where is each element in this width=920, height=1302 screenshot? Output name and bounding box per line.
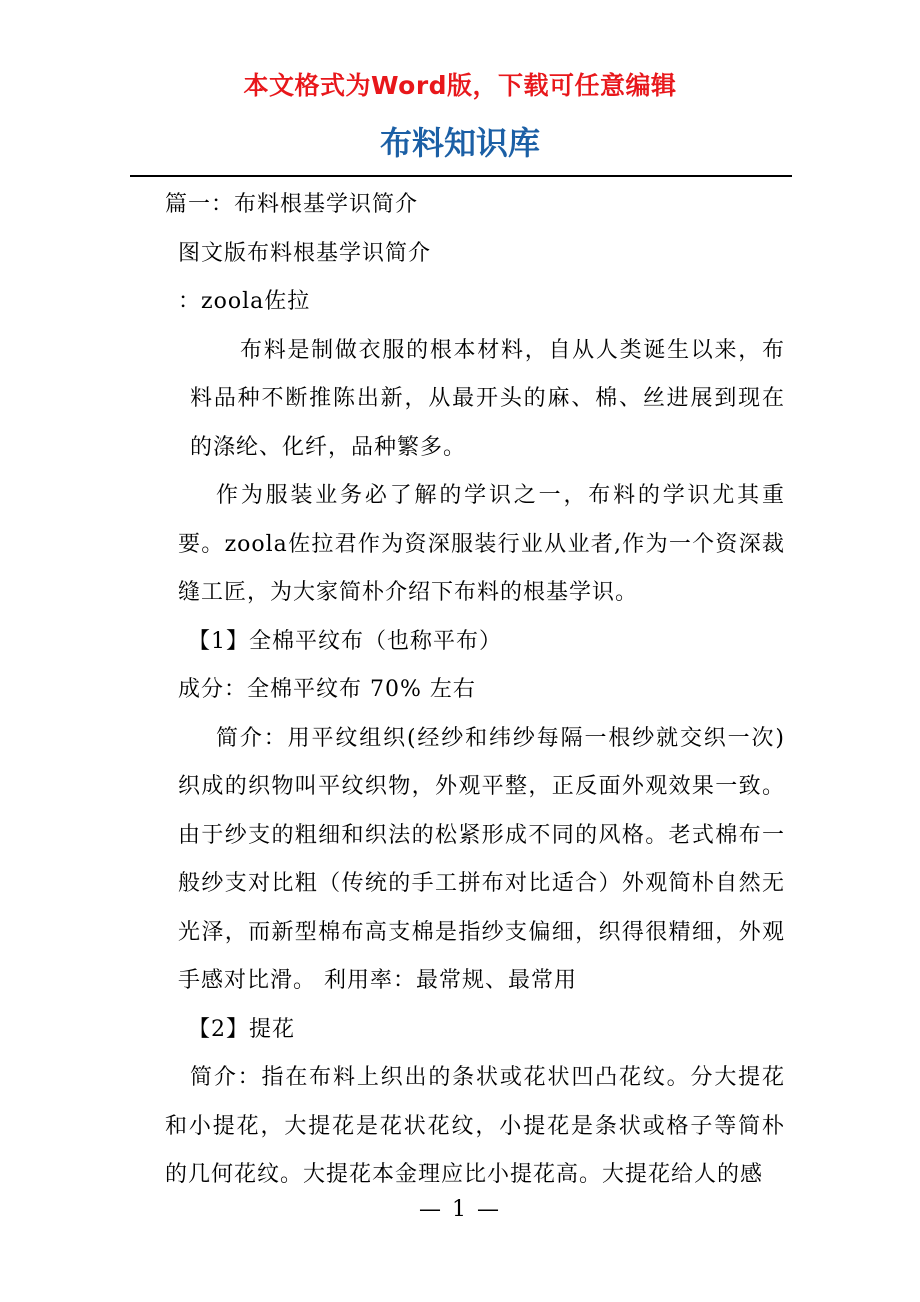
- page-number: — 1 —: [419, 1197, 501, 1222]
- paragraph-importance: 作为服装业务必了解的学识之一，布料的学识尤其重要。zoola佐拉君作为资深服装行业从业者,作为一个资深裁缝工匠，为大家简朴介绍下布料的根基学识。: [178, 483, 785, 605]
- document-title: 布料知识库: [379, 124, 540, 162]
- paragraph-intro: 布料是制做衣服的根本材料，自从人类诞生以来，布料品种不断推陈出新，从最开头的麻、棉、丝进展到现在的涤纶、化纤，品种繁多。: [190, 337, 785, 460]
- section-heading: 篇一：布料根基学识简介: [165, 192, 419, 217]
- format-notice-banner: 本文格式为Word版，下载可任意编辑: [243, 71, 677, 100]
- fabric-description-1: 简介：用平纹组织(经纱和纬纱每隔一根纱就交织一次)织成的织物叫平纹织物，外观平整，正反面外观效果一致。由于纱支的粗细和织法的松紧形成不同的风格。老式棉布一般纱支对比粗（传统的手工拼布对比适合）外观简朴自然无光泽，而新型棉布高支棉是指纱支偏细，织得很精细，外观手感对比滑。 利用率：最常规、最常用: [178, 725, 785, 993]
- author-line: ：zoola佐拉: [178, 289, 311, 314]
- fabric-composition-1: 成分：全棉平纹布 70% 左右: [178, 677, 476, 702]
- fabric-heading-1: 【1】全棉平纹布（也称平布）: [188, 628, 502, 654]
- subtitle: 图文版布料根基学识简介: [178, 240, 432, 266]
- fabric-heading-2: 【2】提花: [188, 1016, 295, 1042]
- fabric-description-2: 简介：指在布料上织出的条状或花状凹凸花纹。分大提花和小提花，大提花是花状花纹，小提花是条状或格子等简朴的几何花纹。大提花本金理应比小提花高。大提花给人的感: [165, 1065, 785, 1187]
- document-body: [140, 181, 785, 1200]
- title-divider: [130, 175, 792, 177]
